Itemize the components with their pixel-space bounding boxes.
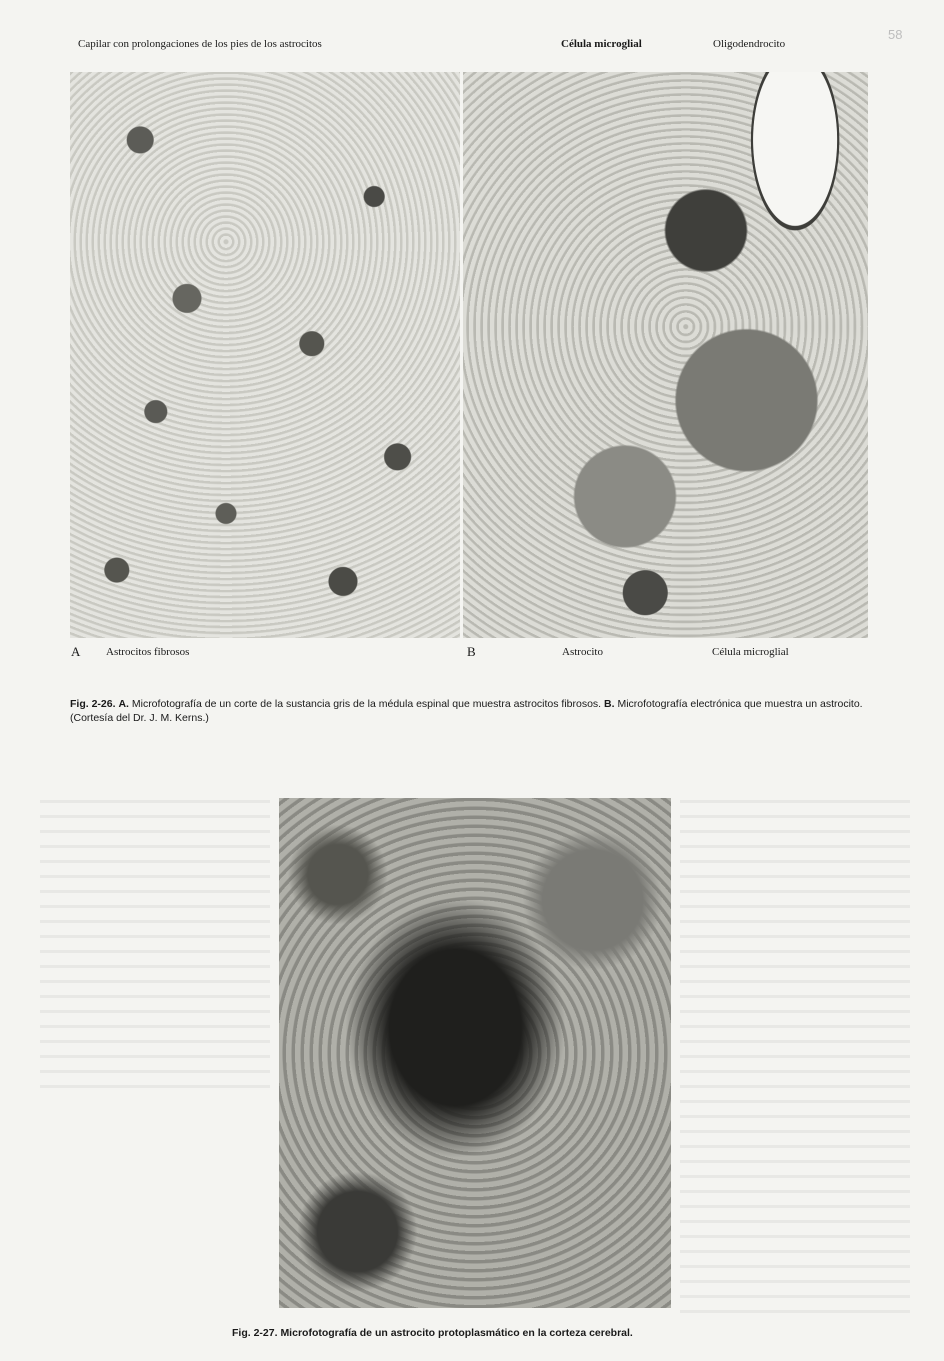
panel-a-letter: A	[71, 644, 81, 659]
caption-a-text: Microfotografía de un corte de la sustancia gris de la médula espinal que muestra astrocitos fibrosos.	[131, 698, 602, 710]
caption-227-text: Microfotografía de un astrocito protoplasmático en la corteza cerebral.	[280, 1327, 633, 1339]
micrograph-panel-a	[70, 72, 460, 638]
caption-b-text: Microfotografía electrónica que muestra un astrocito. (Cortesía del Dr. J. M. Kerns.)	[70, 698, 863, 724]
figure-2-26-caption	[70, 697, 890, 725]
label-microglial-top: Célula microglial	[561, 38, 642, 50]
page-number: 58	[888, 27, 903, 42]
show-through-text-left	[40, 800, 270, 1100]
label-astrocyte: Astrocito	[562, 646, 603, 658]
label-capillary: Capilar con prolongaciones de los pies de los astrocitos	[78, 38, 322, 50]
label-fibrous-astrocytes: Astrocitos fibrosos	[106, 646, 190, 658]
caption-227-fig-number: Fig. 2-27.	[232, 1327, 278, 1339]
figure-2-27-caption	[232, 1326, 852, 1340]
show-through-text-right	[680, 800, 910, 1320]
caption-fig-number: Fig. 2-26.	[70, 698, 116, 710]
label-oligodendrocyte: Oligodendrocito	[713, 38, 786, 50]
micrograph-panel-b	[463, 72, 868, 638]
caption-b-letter: B.	[604, 698, 615, 710]
panel-b-letter: B	[467, 644, 476, 659]
label-microglial-bottom: Célula microglial	[712, 646, 789, 658]
micrograph-protoplasmic-astrocyte	[279, 798, 671, 1308]
caption-a-letter: A.	[118, 698, 129, 710]
